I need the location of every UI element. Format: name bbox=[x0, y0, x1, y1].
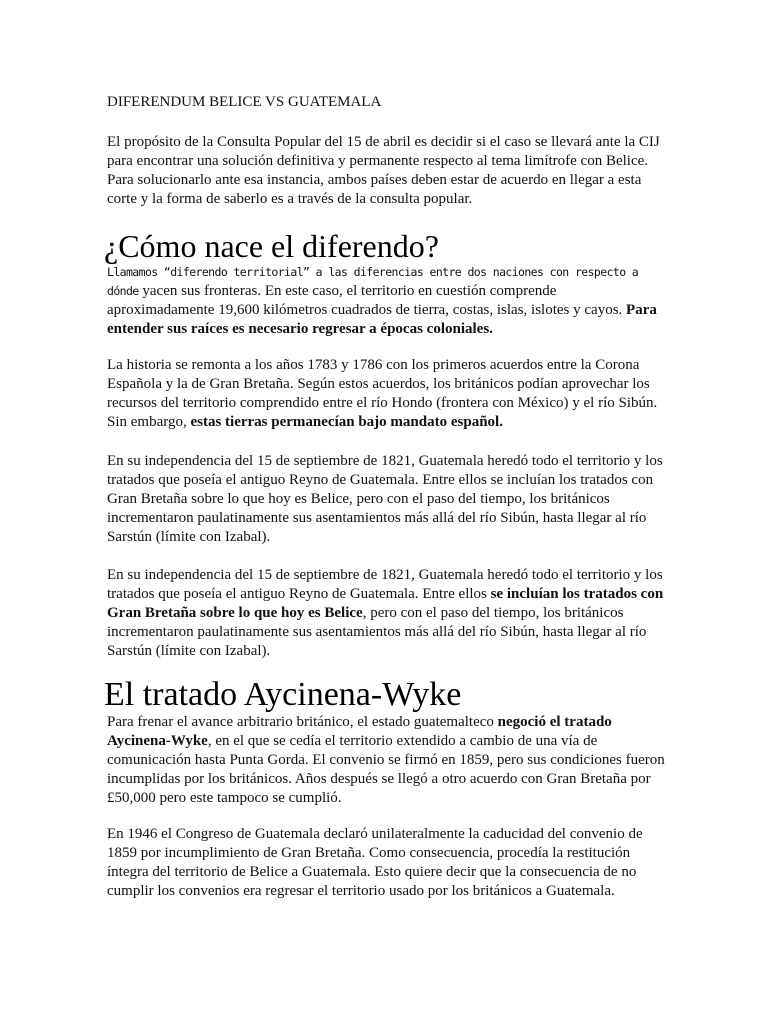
treaty-bold-text: negoció el tratado Aycinena-Wyke bbox=[107, 714, 612, 749]
independence-bold-text: se incluían los tratados con Gran Bretaña sobre lo que hoy es Belice bbox=[107, 586, 664, 621]
congress-paragraph: En 1946 el Congreso de Guatemala declaró unilateralmente la caducidad del convenio de 1859 por incumplimiento de Gran Bretaña. Como consecuencia, procedía la restitución íntegra del territorio de Belice a Guatemala. Esto quiere decir que la consecuencia de no cumplir los convenios era regresar el territorio usado por los británicos a Guatemala. bbox=[107, 826, 643, 899]
history-paragraph bbox=[107, 356, 667, 432]
intro-paragraph: El propósito de la Consulta Popular del 15 de abril es decidir si el caso se llevará ante la CIJ para encontrar una solución definitiva y permanente respecto al tema limítrofe con Belice. Para solucionarlo ante esa instancia, ambos países deben estar de acuerdo en llegar a esta corte y la forma de saberlo es a través de la consulta popular. bbox=[107, 134, 660, 207]
origin-lead-text: Llamamos “diferendo territorial” a las diferencias entre dos naciones con respecto a dónde bbox=[107, 265, 639, 298]
history-body-text: La historia se remonta a los años 1783 y 1786 con los primeros acuerdos entre la Corona Española y la de Gran Bretaña. Según estos acuerdos, los británicos podían aprovechar los recursos del territorio comprendido entre el río Hondo (frontera con México) y el río Sibún. Sin embargo, bbox=[107, 357, 658, 430]
treaty-paragraph bbox=[107, 713, 667, 808]
history-bold-text: estas tierras permanecían bajo mandato español. bbox=[190, 414, 503, 430]
section-heading-origin: ¿Cómo nace el diferendo? bbox=[104, 228, 439, 264]
origin-bold-text: Para entender sus raíces es necesario regresar a épocas coloniales. bbox=[107, 302, 657, 337]
independence-paragraph: En su independencia del 15 de septiembre de 1821, Guatemala heredó todo el territorio y los tratados que poseía el antiguo Reyno de Guatemala. Entre ellos se incluían los tratados con Gran Bretaña sobre lo que hoy es Belice, pero con el paso del tiempo, los británicos incrementaron paulatinamente sus asentamientos más allá del río Sibún, hasta llegar al río Sarstún (límite con Izabal). bbox=[107, 453, 663, 545]
independence-text-a: En su independencia del 15 de septiembre de 1821, Guatemala heredó todo el territorio y los tratados que poseía el antiguo Reyno de Guatemala. Entre ellos bbox=[107, 567, 663, 602]
document-title: DIFERENDUM BELICE VS GUATEMALA bbox=[107, 94, 382, 110]
origin-paragraph bbox=[107, 263, 667, 339]
independence-text-b: , pero con el paso del tiempo, los británicos incrementaron paulatinamente sus asentamientos más allá del río Sibún, hasta llegar al río Sarstún (límite con Izabal). bbox=[107, 605, 647, 659]
section-heading-treaty: El tratado Aycinena-Wyke bbox=[104, 676, 462, 713]
treaty-text-b: , en el que se cedía el territorio extendido a cambio de una vía de comunicación hasta Punta Gorda. El convenio se firmó en 1859, pero sus condiciones fueron incumplidas por los británicos. Años después se llegó a otro acuerdo con Gran Bretaña por £50,000 pero este tampoco se cumplió. bbox=[107, 733, 665, 806]
independence-paragraph-bold bbox=[107, 566, 667, 661]
treaty-text-a: Para frenar el avance arbitrario británico, el estado guatemalteco bbox=[107, 714, 498, 730]
origin-body-text: yacen sus fronteras. En este caso, el territorio en cuestión comprende aproximadamente 19,600 kilómetros cuadrados de tierra, costas, islas, islotes y cayos. bbox=[107, 283, 627, 318]
